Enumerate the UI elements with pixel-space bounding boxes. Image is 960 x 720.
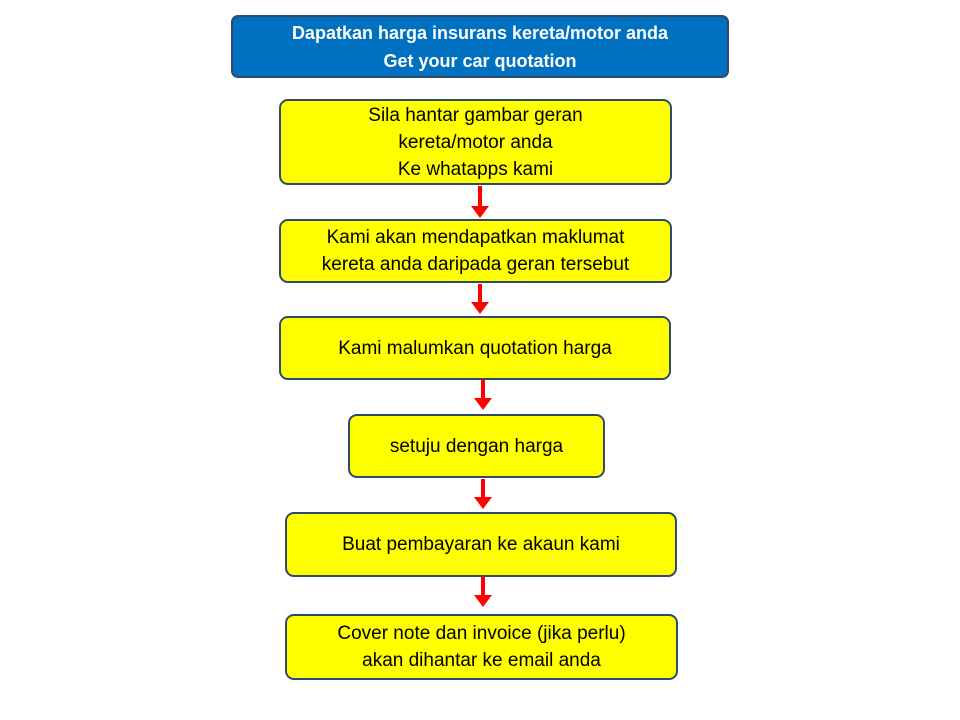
header-title-line2: Get your car quotation — [383, 50, 577, 71]
step-6-line-2: akan dihantar ke email anda — [362, 650, 601, 671]
step-1-line-2: kereta/motor anda — [398, 131, 553, 153]
step-6-line-1: Cover note dan invoice (jika perlu) — [337, 623, 626, 644]
arrow-down-5 — [474, 577, 492, 607]
step-box-1 — [279, 99, 672, 185]
arrow-down-2 — [471, 284, 489, 314]
step-5-line-1: Buat pembayaran ke akaun kami — [342, 534, 620, 555]
step-box-6 — [285, 614, 678, 680]
header-title-line1: Dapatkan harga insurans kereta/motor anda — [291, 22, 669, 43]
step-box-4 — [348, 414, 605, 478]
arrow-down-4 — [474, 479, 492, 509]
step-1-line-3: Ke whatapps kami — [397, 158, 554, 180]
arrow-down-1 — [471, 186, 489, 218]
arrow-down-3 — [474, 380, 492, 410]
step-2-line-2: kereta anda daripada geran tersebut — [321, 254, 630, 275]
step-4-line-1: setuju dengan harga — [389, 435, 564, 457]
header-box — [231, 15, 729, 78]
step-box-5 — [285, 512, 677, 577]
step-3-line-1: Kami malumkan quotation harga — [338, 337, 612, 359]
step-box-2 — [279, 219, 672, 283]
step-2-line-1: Kami akan mendapatkan maklumat — [326, 227, 625, 248]
step-1-line-1: Sila hantar gambar geran — [368, 104, 583, 126]
step-box-3 — [279, 316, 671, 380]
